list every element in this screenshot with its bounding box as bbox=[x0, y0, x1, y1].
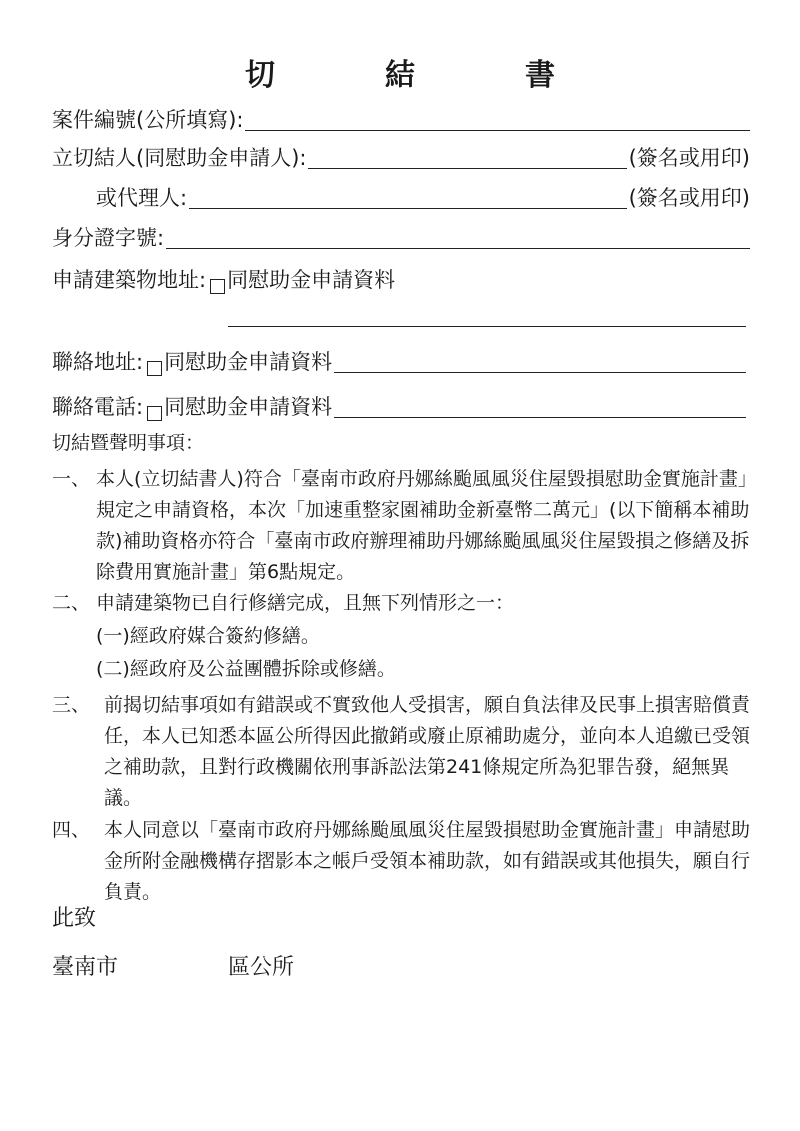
clause-1-number: 一、 bbox=[52, 468, 91, 490]
contact-phone-checkbox[interactable] bbox=[147, 406, 162, 421]
declarant-row bbox=[52, 144, 750, 172]
contact-phone-checkbox-label: 同慰助金申請資料 bbox=[164, 395, 333, 419]
contact-address-checkbox[interactable] bbox=[147, 361, 162, 376]
clause-1-text: 本人(立切結書人)符合「臺南市政府丹娜絲颱風風災住屋毀損慰助金實施計畫」規定之申請資格，本次「加速重整家園補助金新臺幣二萬元」(以下簡稱本補助款)補助資格亦符合「臺南市政府辦理補助丹娜絲颱風風災住屋毀損之修繕及拆除費用實施計畫」第6點規定。 bbox=[96, 468, 757, 583]
clause-3-text: 前揭切結事項如有錯誤或不實致他人受損害，願自負法律及民事上損害賠償責任，本人已知悉本區公所得因此撤銷或廢止原補助處分，並向本人追繳已受領之補助款，且對行政機關依刑事訴訟法第241條規定所為犯罪告發，絕無異議。 bbox=[104, 694, 751, 809]
clause-4 bbox=[52, 815, 762, 908]
contact-address-checkbox-label: 同慰助金申請資料 bbox=[164, 350, 333, 374]
document-title: 切 結 書 bbox=[245, 58, 595, 93]
id-number-label: 身分證字號: bbox=[52, 226, 165, 250]
agent-row bbox=[96, 184, 750, 212]
clause-2 bbox=[52, 588, 762, 619]
clause-4-number: 四、 bbox=[52, 819, 91, 841]
building-address-checkbox[interactable] bbox=[210, 279, 225, 294]
clause-2-item-2: (二)經政府及公益團體拆除或修繕。 bbox=[96, 658, 396, 680]
agent-signature-field[interactable] bbox=[189, 186, 627, 209]
id-number-row bbox=[52, 224, 750, 252]
contact-address-row bbox=[52, 348, 746, 376]
clause-2-number: 二、 bbox=[52, 592, 91, 614]
statement-heading: 切結暨聲明事項： bbox=[52, 432, 205, 454]
case-number-label: 案件編號(公所填寫): bbox=[52, 108, 244, 132]
building-address-checkbox-label: 同慰助金申請資料 bbox=[227, 268, 396, 292]
recipient-city: 臺南市 bbox=[52, 955, 119, 980]
clause-2-text: 申請建築物已自行修繕完成，且無下列情形之一： bbox=[96, 592, 515, 614]
contact-address-label: 聯絡地址: bbox=[52, 350, 144, 374]
clause-4-text: 本人同意以「臺南市政府丹娜絲颱風風災住屋毀損慰助金實施計畫」申請慰助金所附金融機構存摺影本之帳戶受領本補助款，如有錯誤或其他損失，願自行負責。 bbox=[104, 819, 751, 903]
contact-phone-row bbox=[52, 393, 746, 421]
building-address-label: 申請建築物地址: bbox=[52, 268, 207, 292]
case-number-field[interactable] bbox=[245, 108, 750, 131]
clause-3 bbox=[52, 690, 762, 814]
recipient-district-office: 區公所 bbox=[228, 955, 295, 980]
clause-2-item-1: (一)經政府媒合簽約修繕。 bbox=[96, 625, 320, 647]
agent-sign-note: (簽名或用印) bbox=[628, 186, 750, 210]
building-address-row bbox=[52, 266, 750, 294]
declarant-label: 立切結人(同慰助金申請人): bbox=[52, 146, 307, 170]
contact-address-field[interactable] bbox=[334, 350, 746, 373]
closing-salutation: 此致 bbox=[52, 906, 97, 931]
contact-phone-label: 聯絡電話: bbox=[52, 395, 144, 419]
clause-3-number: 三、 bbox=[52, 694, 91, 716]
id-number-field[interactable] bbox=[166, 226, 750, 249]
clause-1 bbox=[52, 464, 762, 588]
agent-label: 或代理人: bbox=[96, 186, 188, 210]
declarant-signature-field[interactable] bbox=[308, 146, 626, 169]
building-address-field[interactable] bbox=[228, 326, 746, 327]
declarant-sign-note: (簽名或用印) bbox=[628, 146, 750, 170]
contact-phone-field[interactable] bbox=[334, 395, 746, 418]
case-number-row bbox=[52, 106, 750, 134]
recipient-office bbox=[52, 953, 294, 983]
